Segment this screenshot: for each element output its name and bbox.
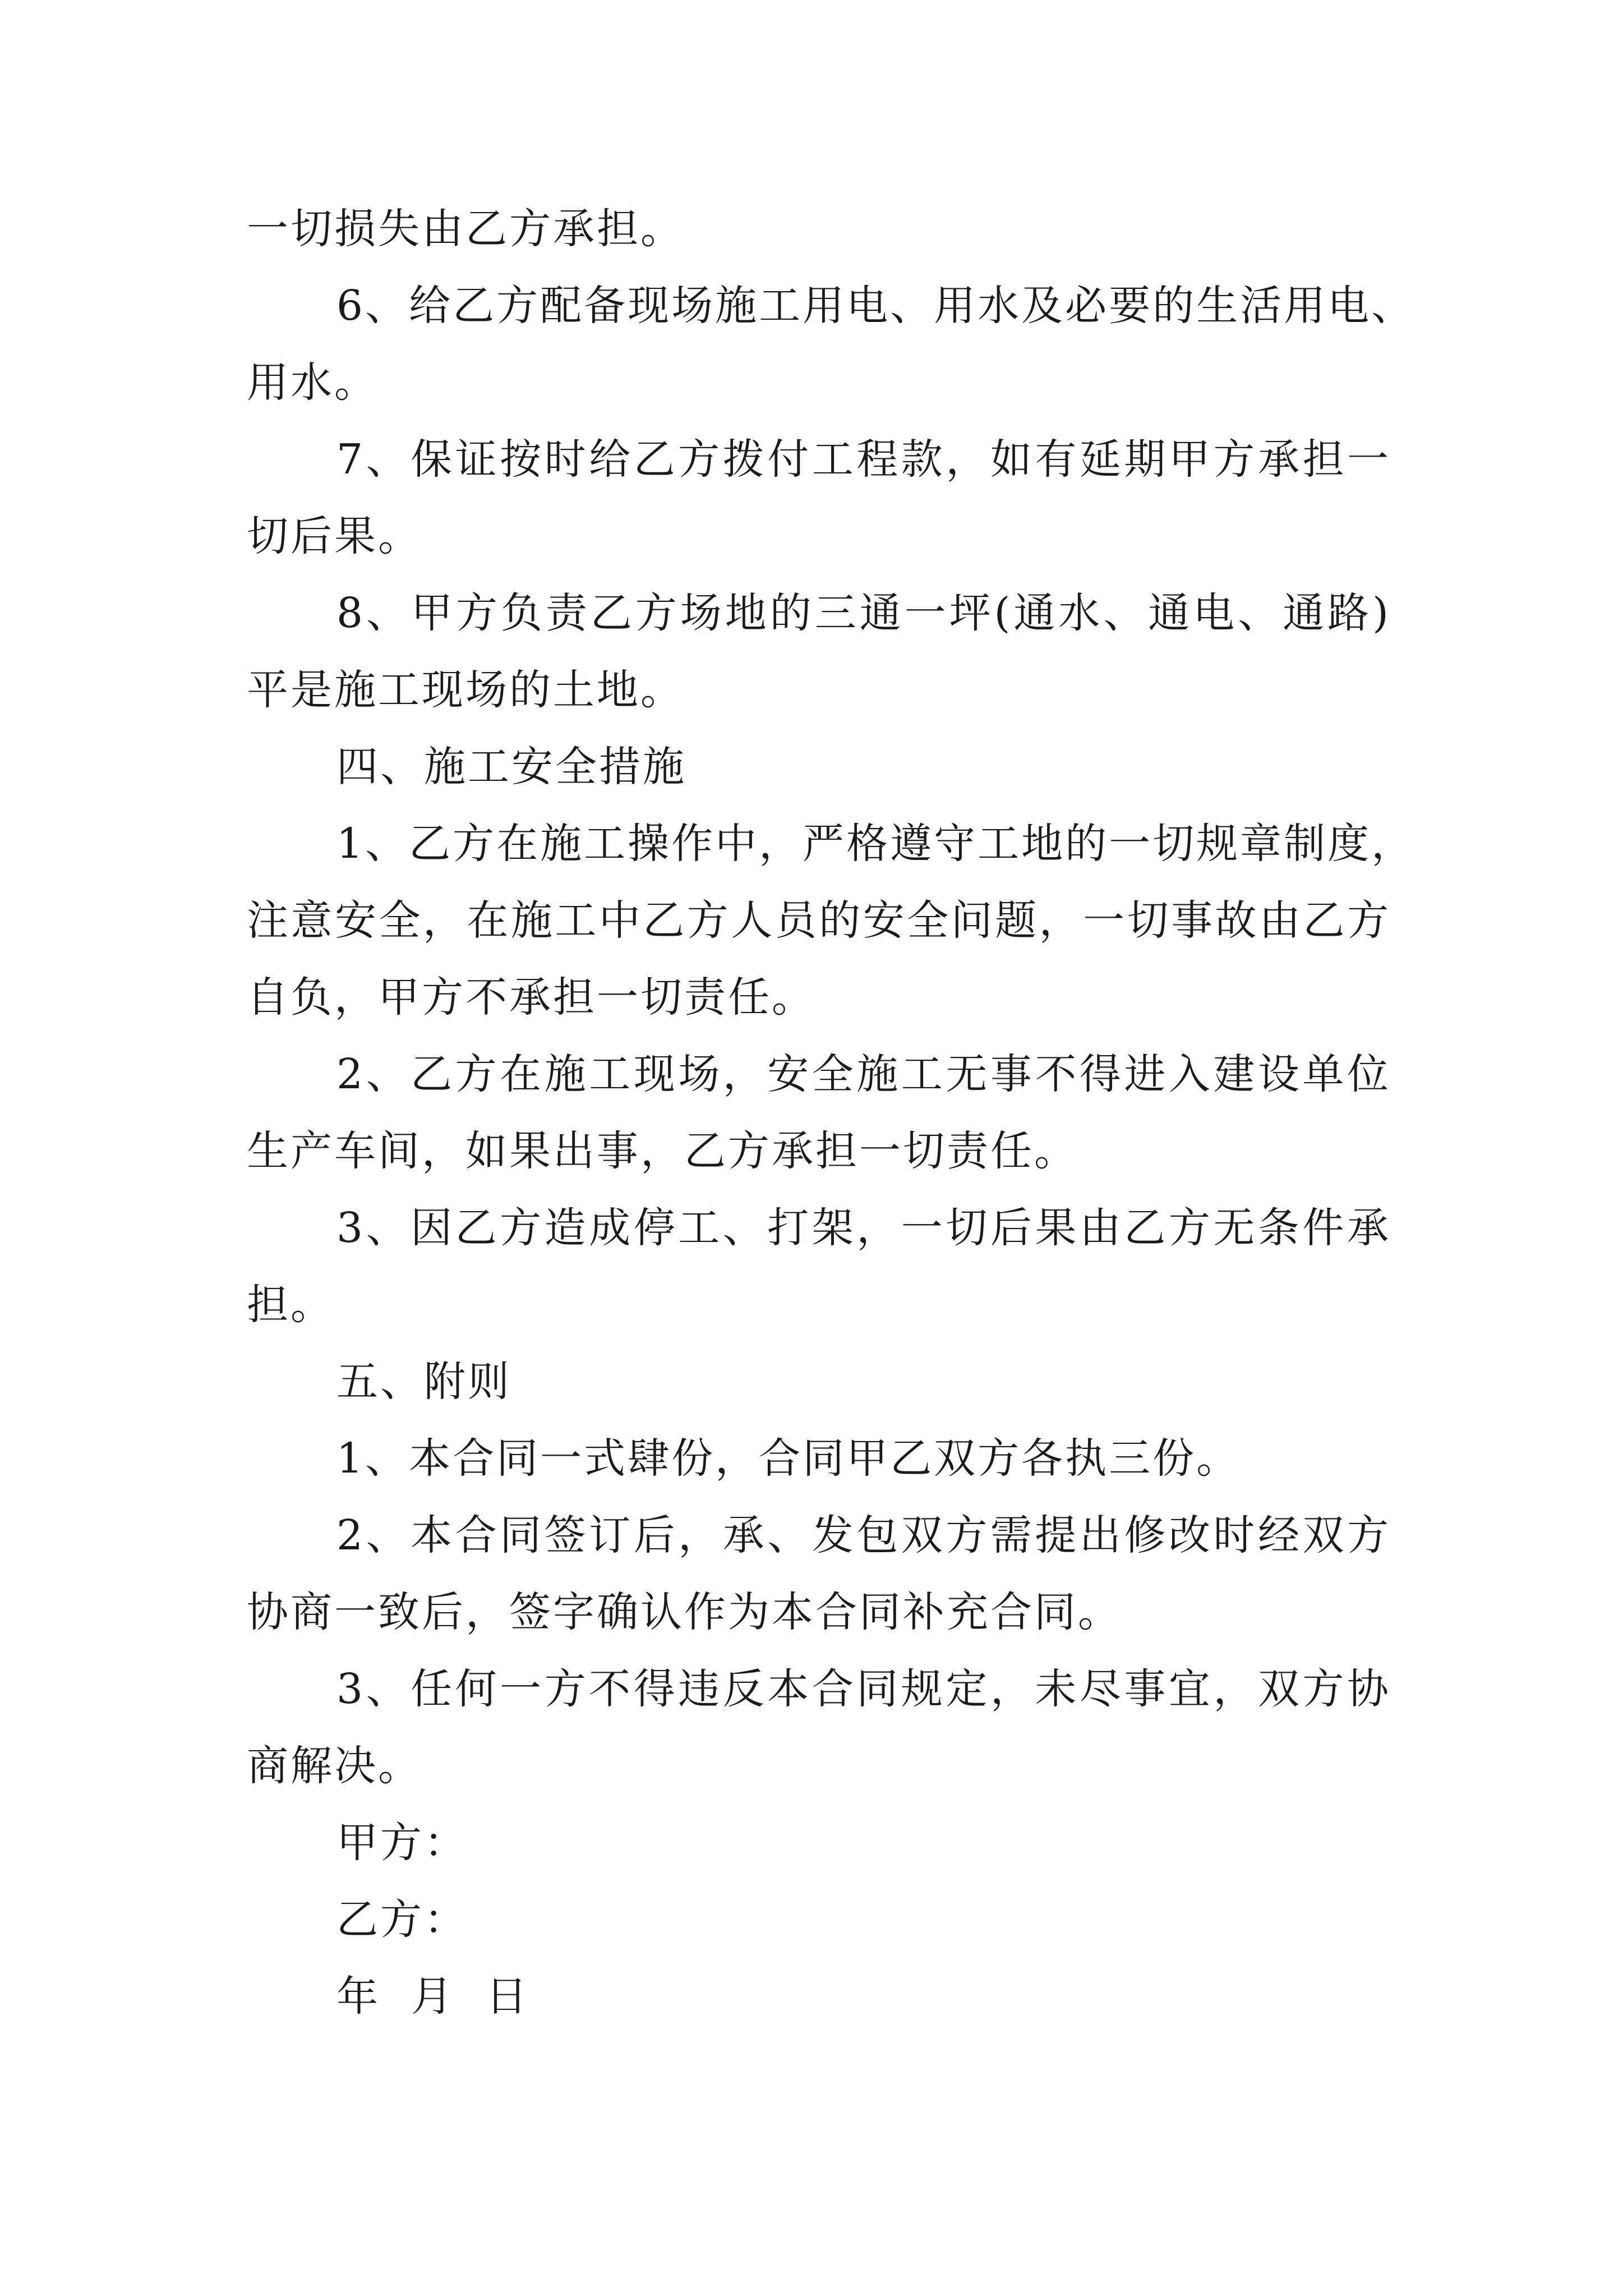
text-line: 担。 [247, 1281, 334, 1329]
text-line: 一切损失由乙方承担。 [247, 205, 684, 253]
text-line: 自负，甲方不承担一切责任。 [247, 973, 815, 1022]
safety-clause-1: 1、乙方在施工操作中，严格遵守工地的一切规章制度， [336, 820, 1415, 868]
party-a-signature-line: 甲方： [336, 1819, 468, 1867]
clause-6: 6、给乙方配备现场施工用电、用水及必要的生活用电、 [336, 282, 1415, 330]
section-heading-safety: 四、施工安全措施 [336, 743, 686, 791]
section-heading-appendix: 五、附则 [336, 1358, 511, 1406]
appendix-clause-1: 1、本合同一式肆份，合同甲乙双方各执三份。 [336, 1434, 1241, 1483]
text-line: 协商一致后，签字确认作为本合同补充合同。 [247, 1588, 1122, 1636]
safety-clause-3: 3、因乙方造成停工、打架，一切后果由乙方无条件承 [336, 1204, 1391, 1252]
date-line: 年 月 日 [336, 1972, 530, 2021]
text-line: 商解决。 [247, 1742, 422, 1790]
text-line: 注意安全，在施工中乙方人员的安全问题，一切事故由乙方 [247, 896, 1391, 945]
text-line: 生产车间，如果出事，乙方承担一切责任。 [247, 1127, 1078, 1175]
text-line: 平是施工现场的土地。 [247, 666, 684, 714]
appendix-clause-2: 2、本合同签订后，承、发包双方需提出修改时经双方 [336, 1511, 1391, 1559]
safety-clause-2: 2、乙方在施工现场，安全施工无事不得进入建设单位 [336, 1050, 1391, 1098]
party-b-signature-line: 乙方： [336, 1895, 468, 1944]
appendix-clause-3: 3、任何一方不得违反本合同规定，未尽事宜，双方协 [336, 1665, 1391, 1713]
text-line: 切后果。 [247, 512, 422, 560]
clause-7: 7、保证按时给乙方拨付工程款，如有延期甲方承担一 [336, 435, 1391, 484]
text-line: 用水。 [247, 358, 378, 407]
contract-text-body [247, 191, 1415, 2035]
clause-8: 8、甲方负责乙方场地的三通一坪(通水、通电、通路) [336, 589, 1391, 637]
